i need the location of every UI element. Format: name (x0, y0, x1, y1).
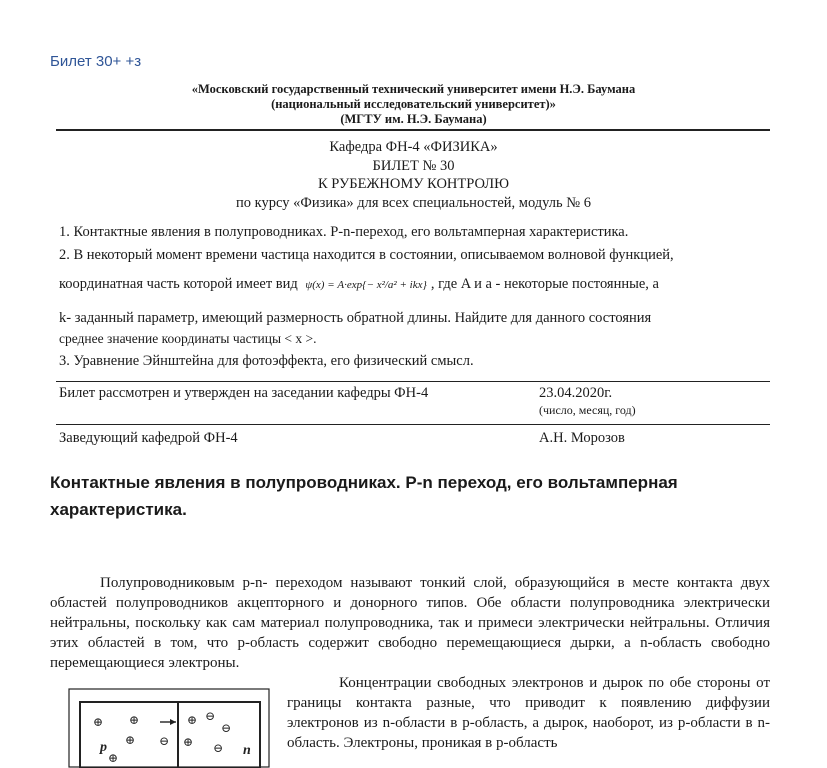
ion-symbol: ⊕ (186, 713, 198, 727)
university-name-line3: (МГТУ им. Н.Э. Баумана) (340, 112, 487, 126)
ion-symbol: ⊖ (158, 734, 170, 748)
department-name: Кафедра ФН-4 «ФИЗИКА» (329, 139, 498, 155)
question-2-line2-start: координатная часть которой имеет вид (59, 276, 298, 292)
approval-bottom-divider (56, 424, 770, 425)
question-2-line4: среднее значение координаты частицы < x >. (59, 331, 317, 346)
header-divider (56, 129, 770, 131)
hole-symbol: ⊕ (124, 733, 136, 747)
question-2-line2-end: , где A и a - некоторые постоянные, а (430, 276, 659, 292)
hole-diffusion-arrow-head (170, 719, 176, 725)
electron-symbol: ⊖ (212, 741, 224, 755)
approval-text: Билет рассмотрен и утвержден на заседании кафедры ФН-4 (59, 385, 429, 401)
head-of-department-label: Заведующий кафедрой ФН-4 (59, 430, 238, 446)
n-region-label: n (243, 743, 251, 758)
control-title: К РУБЕЖНОМУ КОНТРОЛЮ (317, 176, 509, 192)
university-name-line1: «Московский государственный технический университет имени Н.Э. Баумана (191, 82, 636, 96)
pn-junction-diagram (68, 688, 270, 768)
p-region-label: p (100, 740, 107, 755)
hole-symbol: ⊕ (92, 715, 104, 729)
hole-symbol: ⊕ (128, 713, 140, 727)
date-caption: (число, месяц, год) (539, 403, 636, 417)
hole-symbol: ⊕ (107, 751, 119, 765)
ticket-number: БИЛЕТ № 30 (372, 158, 455, 174)
answer-paragraph-1: Полупроводниковым p-n- переходом называют тонкий слой, образующийся в месте контакта двух областей полупроводников акцепторного и донорного типов. Обе области полупроводника электрически нейтральны, поскольку как сам материал полупроводника, так и примеси электрически нейтральны. Отличия этих областей в том, что p-область содержит свободно перемещающиеся дырки, а n-область свободно перемещающиеся электроны. (50, 575, 770, 671)
approval-date: 23.04.2020г. (539, 385, 613, 401)
answer-paragraph-2: Концентрации свободных электронов и дырок по обе стороны от границы контакта разные, что приводит к появлению диффузии электронов из n-области в p-область, а дырок, наоборот, из p-области в n-область. Электроны, проникая в p-область (287, 675, 770, 751)
question-3: 3. Уравнение Эйнштейна для фотоэффекта, его физический смысл. (59, 353, 474, 369)
document-title: Билет 30+ +з (50, 53, 142, 70)
question-2-line2 (59, 276, 659, 293)
wave-function-formula: ψ(x) = A·exp{− x²/a² + ikx} (305, 279, 427, 291)
question-2-line1: 2. В некоторый момент времени частица находится в состоянии, описываемом волновой функцией, (59, 247, 674, 263)
approval-top-divider (56, 381, 770, 382)
university-name-line2: (национальный исследовательский университет)» (271, 97, 556, 111)
question-2-line3: k- заданный параметр, имеющий размерность обратной длины. Найдите для данного состояния (59, 310, 652, 326)
answer-heading: Контактные явления в полупроводниках. P-n переход, его вольтамперная характеристика. (50, 473, 678, 519)
head-of-department-name: А.Н. Морозов (539, 430, 625, 446)
electron-symbol: ⊖ (204, 709, 216, 723)
course-line: по курсу «Физика» для всех специальностей, модуль № 6 (236, 195, 591, 211)
electron-symbol: ⊖ (220, 721, 232, 735)
question-1: 1. Контактные явления в полупроводниках. P-n-переход, его вольтамперная характеристика. (59, 224, 629, 240)
ion-symbol: ⊕ (182, 735, 194, 749)
